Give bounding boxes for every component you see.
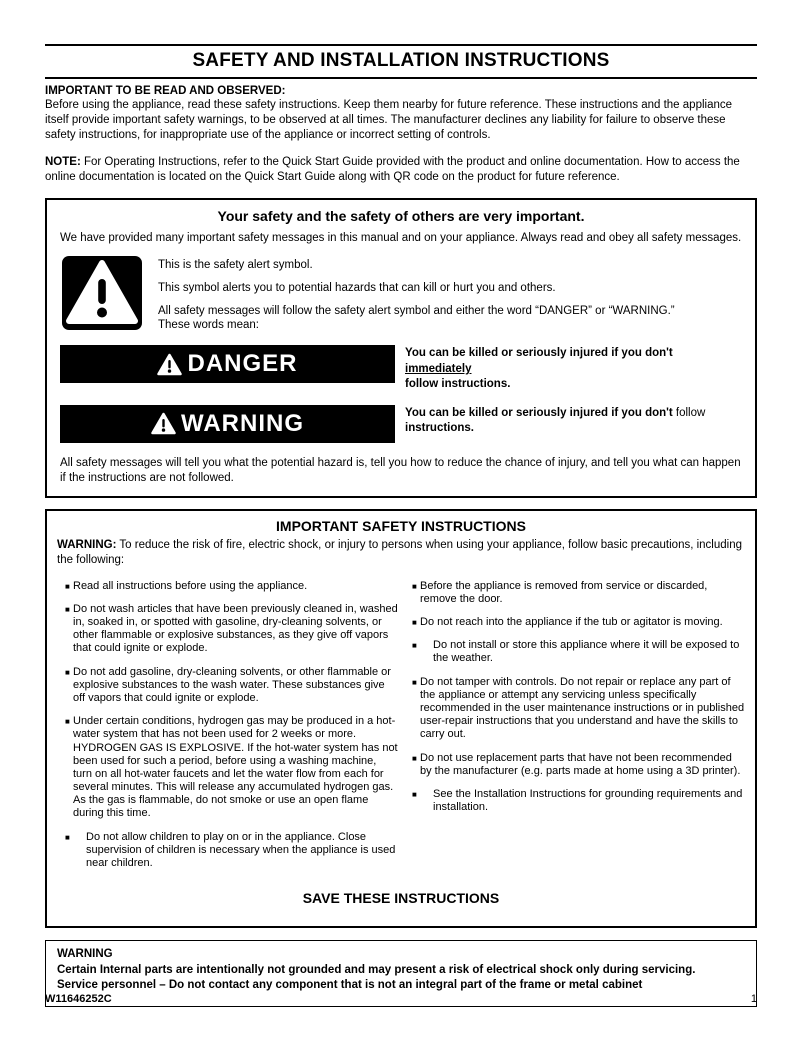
instructions-warning: WARNING: To reduce the risk of fire, electric shock, or injury to persons when using your appliance, follow basic precautions, including the following: [57,538,743,566]
note-paragraph [45,155,757,185]
danger-word: DANGER [187,350,298,378]
square-bullet-icon: ■ [65,717,70,727]
danger-definition: You can be killed or seriously injured if you don't immediately follow instructions. [405,347,673,391]
save-instructions-title: SAVE THESE INSTRUCTIONS [302,890,500,907]
square-bullet-icon: ■ [412,618,417,628]
danger-row [60,345,742,393]
underlined-immediately: immediately [405,362,472,375]
warning-row [60,405,742,443]
important-safety-instructions-box [45,509,757,928]
right-column [412,580,745,871]
square-bullet-icon: ■ [412,581,417,591]
servicing-warning-heading: WARNING [57,948,113,961]
alert-line-2: This symbol alerts you to potential hazards that can kill or hurt you and others. [158,281,556,294]
list-item: ■ Read all instructions before using the appliance. [65,579,308,592]
safety-alert-icon [62,256,142,330]
list-item: ■ Do not install or store this appliance where it will be exposed to the weather. [412,639,740,665]
page-title: SAFETY AND INSTALLATION INSTRUCTIONS [192,50,610,71]
safety-box-intro: We have provided many important safety messages in this manual and on your appliance. Always read and obey all safety messages. [60,231,742,244]
word-follow: follow [675,406,706,419]
note-prefix: NOTE: [45,155,81,168]
alert-symbol-row [62,256,742,334]
list-item: ■ Before the appliance is removed from service or discarded, remove the door. [412,579,708,605]
page-footer [45,993,757,1005]
square-bullet-icon: ■ [65,581,70,591]
list-item: ■ Do not add gasoline, dry-cleaning solvents, or other flammable or explosive substances to the wash water. These substances give off vapors that could ignite or explode. [65,665,391,704]
note-body: For Operating Instructions, refer to the Quick Start Guide provided with the product and online documentation. How to access the online documentation is located on the Quick Start Guide along with QR code on the product for future reference. [45,155,740,183]
bullet-columns [57,580,745,871]
warning-banner [60,405,395,443]
warning-triangle-icon [157,353,182,376]
important-observed-heading: IMPORTANT TO BE READ AND OBSERVED: [45,85,286,97]
alert-line-3: All safety messages will follow the safety alert symbol and either the word “DANGER” or “WARNING.” These words mean: [158,304,675,332]
square-bullet-icon: ■ [412,753,417,763]
square-bullet-icon: ■ [65,604,70,614]
page-number: 1 [750,993,757,1005]
safety-box-outro: All safety messages will tell you what the potential hazard is, tell you how to reduce the chance of injury, and tell you what can happen if the instructions are not followed. [60,456,741,484]
warning-prefix: WARNING: [57,538,117,551]
left-column [65,580,398,871]
servicing-warning-line2: Service personnel – Do not contact any component that is not an integral part of the frame or metal cabinet [57,979,643,992]
list-item: ■ Do not use replacement parts that have not been recommended by the manufacturer (e.g. parts made at home using a 3D printer). [412,751,741,777]
list-item: ■ Do not reach into the appliance if the tub or agitator is moving. [412,616,723,629]
alert-line-1: This is the safety alert symbol. [158,258,313,271]
instructions-title: IMPORTANT SAFETY INSTRUCTIONS [276,517,526,534]
servicing-warning-line1: Certain Internal parts are intentionally not grounded and may present a risk of electrical shock only during servicing. [57,963,696,976]
square-bullet-icon: ■ [412,677,417,687]
warning-definition: You can be killed or seriously injured if you don't follow instructions. [405,406,706,435]
list-item: ■ Do not tamper with controls. Do not repair or replace any part of the appliance or attempt any servicing unless specifically recommended in the user maintenance instructions or in published user-repair instructions that you understand and have the skills to carry out. [412,675,745,741]
list-item: ■ Do not allow children to play on or in the appliance. Close supervision of children is necessary when the appliance is used near children. [65,830,396,870]
document-number: W11646252C [45,993,112,1005]
warning-triangle-icon [151,412,176,435]
safety-importance-box [45,198,757,498]
alert-symbol-text [158,256,675,334]
safety-box-title: Your safety and the safety of others are very important. [217,207,585,224]
intro-paragraph: Before using the appliance, read these safety instructions. Keep them nearby for future reference. These instructions and the appliance itself provide important safety warnings, to be observed at all times. The manufacturer declines any liability for failure to observe these safety instructions, for inappropriate use of the appliance or incorrect setting of controls. [45,99,733,141]
square-bullet-icon: ■ [412,789,417,799]
square-bullet-icon: ■ [412,641,417,651]
square-bullet-icon: ■ [65,667,70,677]
title-rule-bottom [45,77,757,79]
list-item: ■ Do not wash articles that have been previously cleaned in, washed in, soaked in, or spotted with gasoline, dry-cleaning solvents, or other flammable or explosive substances, as they give off vapors that could ignite or explode. [65,602,398,655]
list-item: ■ See the Installation Instructions for grounding requirements and installation. [412,787,743,814]
list-item: ■ Under certain conditions, hydrogen gas may be produced in a hot-water system that has not been used for 2 weeks or more. HYDROGEN GAS IS EXPLOSIVE. If the hot-water system has not been used for such a period, before using a washing machine, turn on all hot-water faucets and let the water flow from each for several minutes. This will release any accumulated hydrogen gas. As the gas is flammable, do not smoke or use an open flame during this time. [65,715,398,820]
square-bullet-icon: ■ [65,832,70,842]
warning-word: WARNING [181,409,304,437]
danger-banner [60,345,395,383]
